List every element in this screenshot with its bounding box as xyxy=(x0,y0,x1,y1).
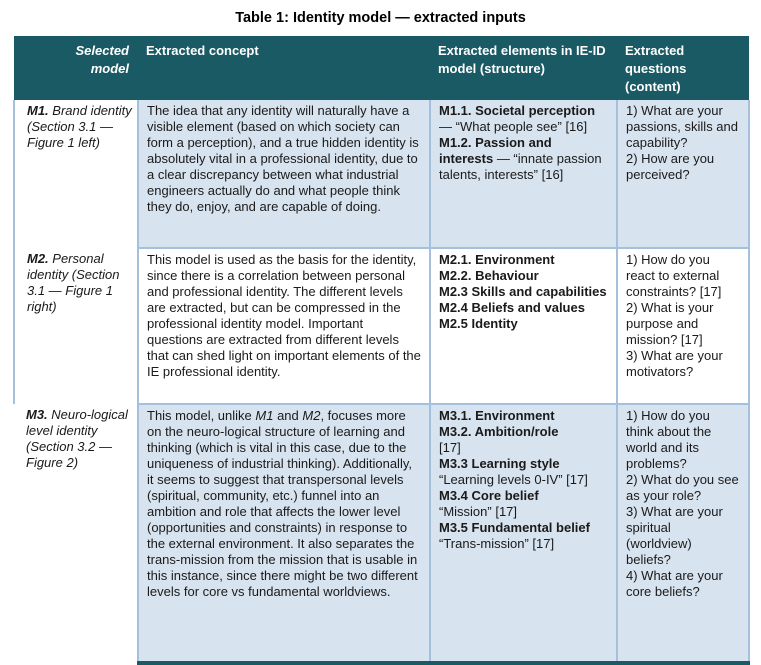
table-header xyxy=(14,36,749,100)
table-row xyxy=(14,100,749,248)
question-item: 1) How do you react to external constraints? [17] xyxy=(626,252,722,299)
question-item: 2) What is your purpose and mission? [17] xyxy=(626,300,714,347)
element-name: M3.5 Fundamental belief xyxy=(439,520,590,535)
model-id: M2. xyxy=(27,251,49,266)
element-name: M2.3 Skills and capabilities xyxy=(439,284,607,299)
question-item: 2) How are you perceived? xyxy=(626,151,715,182)
concept-text: This model, unlike xyxy=(147,408,256,423)
element-desc: “Learning levels 0-IV” [17] xyxy=(439,472,588,487)
model-id: M3. xyxy=(26,407,48,422)
header-extracted-elements: Extracted elements in IE-ID model (structure) xyxy=(430,36,617,100)
element-desc: [17] xyxy=(439,440,461,455)
element-item xyxy=(439,520,608,552)
element-item xyxy=(439,268,608,284)
questions-cell xyxy=(617,248,749,404)
model-name: Neuro-logical level identity (Section 3.2 — Figure 2) xyxy=(26,407,128,470)
element-name: M2.2. Behaviour xyxy=(439,268,539,283)
element-desc: “Trans-mission” [17] xyxy=(439,536,555,551)
questions-cell xyxy=(617,404,749,663)
header-row xyxy=(14,36,749,100)
concept-cell xyxy=(138,248,430,404)
element-desc: — “innate passion talents, interests” [16] xyxy=(439,151,602,182)
element-name: M2.4 Beliefs and values xyxy=(439,300,585,315)
header-selected-model: Selected model xyxy=(14,36,138,100)
element-item xyxy=(439,316,608,332)
concept-cell xyxy=(138,100,430,248)
question-item: 1) How do you think about the world and its problems? xyxy=(626,408,712,471)
concept-text: The idea that any identity will naturally have a visible element (based on which society can form a perception), and a true hidden identity is absolutely vital in a professional identity, due to a clear discrepancy between what industrial engineers actually do and what people think they do, enjoy, and are capable of doing. xyxy=(147,103,419,214)
elements-cell xyxy=(430,248,617,404)
elements-cell xyxy=(430,100,617,248)
questions-cell xyxy=(617,100,749,248)
table-body xyxy=(14,100,749,663)
concept-text: This model is used as the basis for the identity, since there is a correlation between personal and professional identity. The different levels are extracted, but can be compressed in the professional identity model. Important questions are extracted from different levels that can shed light on important elements of the IE professional identity. xyxy=(147,252,421,379)
header-extracted-concept: Extracted concept xyxy=(138,36,430,100)
element-item xyxy=(439,284,608,300)
header-extracted-questions: Extracted questions (content) xyxy=(617,36,749,100)
model-name: Personal identity (Section 3.1 — Figure 1 right) xyxy=(27,251,120,314)
element-name: M3.2. Ambition/role xyxy=(439,424,559,439)
element-item xyxy=(439,300,608,316)
element-name: M3.4 Core belief xyxy=(439,488,539,503)
table-row xyxy=(14,248,749,404)
element-desc: “Mission” [17] xyxy=(439,504,518,519)
concept-cell xyxy=(138,404,430,663)
element-item xyxy=(439,408,608,424)
elements-cell xyxy=(430,404,617,663)
concept-text: and xyxy=(273,408,303,423)
element-item xyxy=(439,103,608,135)
element-item xyxy=(439,424,608,456)
concept-text: , focuses more on the neuro-logical structure of learning and thinking (which is vital in this case, due to the uniqueness of industrial thinking). Additionally, it seems to suggest that transpersonal levels (spiritual, community, etc.) funnel into an ambition and role that affects the lower level (opportunities and constraints) in response to the external environment. It also separates the trans-mission from the mission that is usable in this instance, since there might be two different levels for core vs fundamental worldviews. xyxy=(147,408,418,599)
element-name: M3.1. Environment xyxy=(439,408,555,423)
element-name: M3.3 Learning style xyxy=(439,456,560,471)
concept-text: M2 xyxy=(302,408,321,423)
question-item: 3) What are your spiritual (worldview) beliefs? xyxy=(626,504,723,567)
element-item xyxy=(439,456,608,488)
question-item: 1) What are your passions, skills and capability? xyxy=(626,103,738,150)
element-item xyxy=(439,252,608,268)
model-id: M1. xyxy=(27,103,49,118)
element-desc: — “What people see” [16] xyxy=(439,119,588,134)
model-cell xyxy=(14,100,138,248)
table-caption: Table 1: Identity model — extracted inputs xyxy=(235,10,526,26)
concept-text: M1 xyxy=(255,408,274,423)
question-item: 3) What are your motivators? xyxy=(626,348,723,379)
model-cell xyxy=(14,248,138,404)
question-item: 4) What are your core beliefs? xyxy=(626,568,723,599)
element-name: M1.2. Passion and interests xyxy=(439,135,552,166)
table-row xyxy=(14,404,749,663)
element-item xyxy=(439,488,608,520)
element-item xyxy=(439,135,608,183)
identity-model-table xyxy=(13,36,750,665)
question-item: 2) What do you see as your role? xyxy=(626,472,739,503)
element-name: M2.1. Environment xyxy=(439,252,555,267)
model-name: Brand identity (Section 3.1 — Figure 1 left) xyxy=(27,103,132,150)
model-cell xyxy=(14,404,138,663)
element-name: M1.1. Societal perception xyxy=(439,103,596,118)
element-name: M2.5 Identity xyxy=(439,316,518,331)
